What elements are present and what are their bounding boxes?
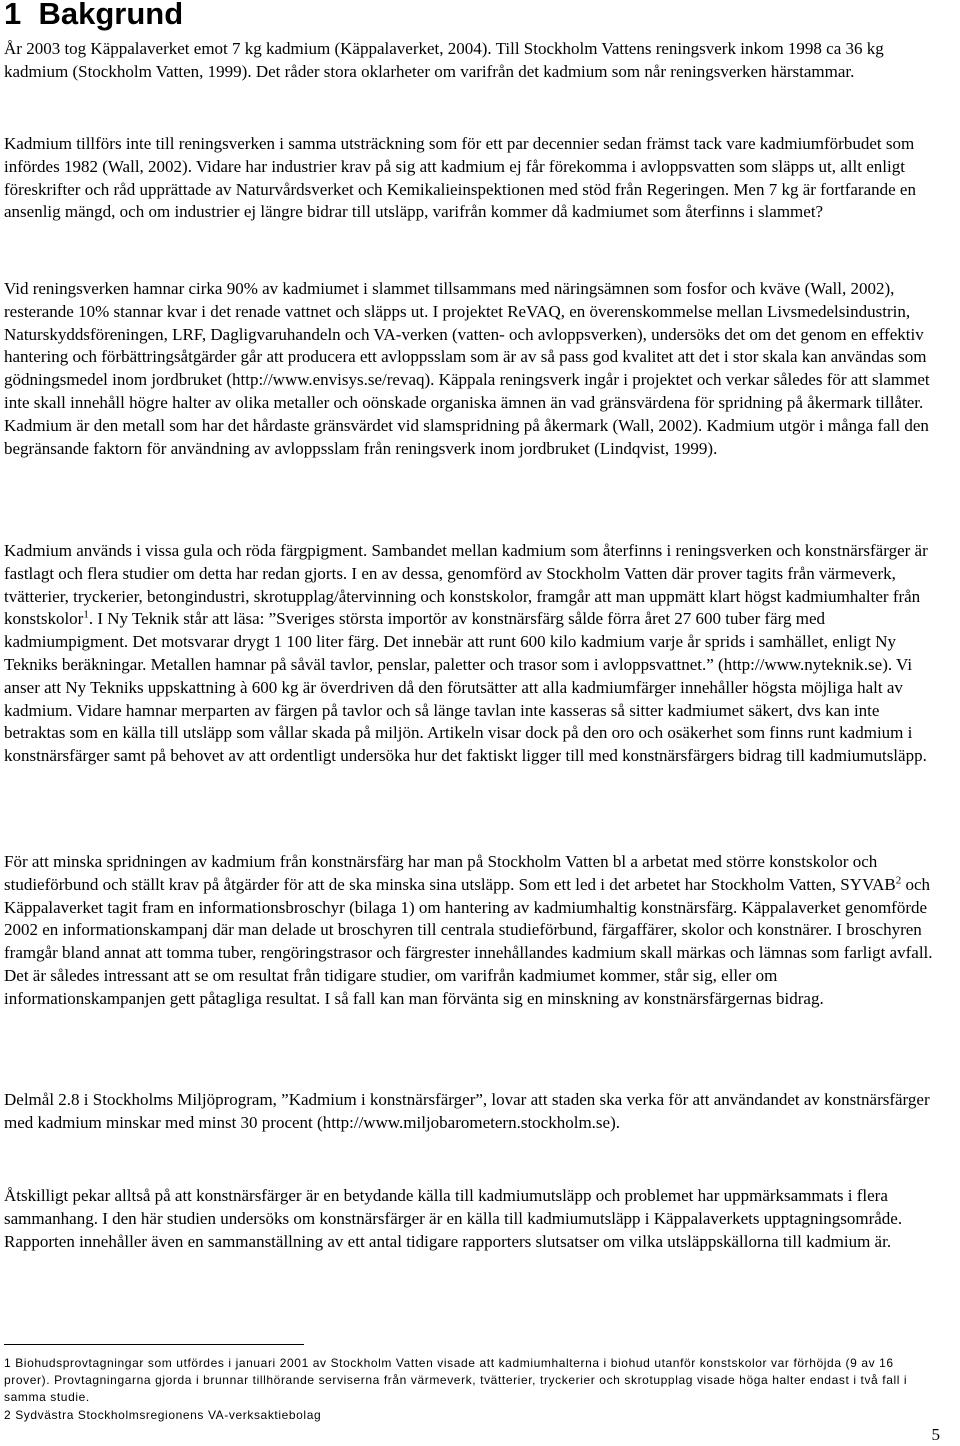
footnote-separator — [4, 1344, 304, 1345]
paragraph-measures-text-b: och Käppalaverket tagit fram en informationsbroschyr (bilaga 1) om hantering av kadmiumhaltig konstnärsfärg. Käppalaverket genomförde 2002 en informationskampanj där man delade ut broschyren till centrala studieförbund, färgaffärer, skolor och konstnärer. I broschyren framgår bland annat att tomma tuber, rengöringstrasor och färgrester innehållandes kadmium skall märkas och lämnas som farligt avfall. Det är således intressant att se om resultat från tidigare studier, om varifrån kadmiumet kommer, står sig, eller om informationskampanjen gett påtagliga resultat. I så fall kan man förvänta sig en minskning av konstnärsfärgernas bidrag. — [4, 874, 933, 1008]
section-heading — [4, 0, 183, 34]
paragraph-pigments-text-a: Kadmium används i vissa gula och röda färgpigment. Sambandet mellan kadmium som återfinns i reningsverken och konstnärsfärger är fastlagt och flera studier om detta har redan gjorts. I en av dessa, genomförd av Stockholm Vatten där prover tagits från värmeverk, tvätterier, tryckerier, betongindustri, skrotupplag/återvinning och konstskolor, framgår att man uppmätt klart högst kadmiumhalter från konstskolor — [4, 541, 928, 629]
footnote-2: 2 Sydvästra Stockholmsregionens VA-verksaktiebolag — [4, 1408, 322, 1422]
section-title: Bakgrund — [38, 0, 184, 31]
paragraph-measures — [4, 851, 940, 1011]
paragraph-sludge-revaq: Vid reningsverken hamnar cirka 90% av kadmiumet i slammet tillsammans med näringsämnen som fosfor och kväve (Wall, 2002), resterande 10% stannar kvar i det renade vattnet och släpps ut. I projektet ReVAQ, en överenskommelse mellan Livsmedelsindustrin, Naturskyddsföreningen, LRF, Dagligvaruhandeln och VA-verken (vatten- och avloppsverken), undersöks det om det genom en effektiv hantering och förbättringsåtgärder går att producera ett avloppsslam som är av så pass god kvalitet att det i stor skala kan användas som gödningsmedel inom jordbruket (http://www.envisys.se/revaq). Käppala reningsverk ingår i projektet och verkar således för att slammet inte skall innehåll högre halter av olika metaller och oönskade organiska ämnen än vad gränsvärdena för spridning på åkermark tillåter. Kadmium är den metall som har det hårdaste gränsvärdet vid slamspridning på åkermark (Wall, 2002). Kadmium utgör i många fall den begränsande faktorn för användning av avloppsslam från reningsverk inom jordbruket (Lindqvist, 1999). — [4, 279, 930, 458]
footnote-ref-1: 1 — [83, 608, 89, 621]
paragraph-environment-program: Delmål 2.8 i Stockholms Miljöprogram, ”Kadmium i konstnärsfärger”, lovar att staden ska verka för att användandet av konstnärsfärger med kadmium minskar med minst 30 procent (http://www.miljobarometern.stockholm.se). — [4, 1090, 930, 1132]
paragraph-study-aim: Åtskilligt pekar alltså på att konstnärsfärger är en betydande källa till kadmiumutsläpp och problemet har uppmärksammats i flera sammanhang. I den här studien undersöks om konstnärsfärger är en källa till kadmiumutsläpp i Käppalaverkets upptagningsområde. Rapporten innehåller även en sammanställning av ett antal tidigare rapporters slutsatser om vilka utsläppskällorna till kadmium är. — [4, 1186, 903, 1251]
paragraph-pigments — [4, 540, 940, 768]
paragraph-measures-text-a: För att minska spridningen av kadmium från konstnärsfärg har man på Stockholm Vatten bl a arbetat med större konstskolor och studieförbund och ställt krav på åtgärder för att de ska minska sina utsläpp. Som ett led i det arbetet har Stockholm Vatten, SYVAB — [4, 852, 896, 894]
footnote-1: 1 Biohudsprovtagningar som utfördes i januari 2001 av Stockholm Vatten visade att kadmiumhalterna i biohud utanför konstskolor var förhöjda (9 av 16 prover). Provtagningarna gjorda i brunnar tillhörande serviserna från värmeverk, tvätterier, tryckerier och skrotupplag visade höga halter endast i två fall i samma studie. — [4, 1356, 908, 1404]
section-number: 1 — [4, 0, 22, 31]
page-number: 5 — [931, 1425, 940, 1444]
paragraph-cadmium-supply: Kadmium tillförs inte till reningsverken i samma utsträckning som för ett par decennier sedan främst tack vare kadmiumförbudet som infördes 1982 (Wall, 2002). Vidare har industrier krav på sig att kadmium ej får förekomma i avloppsvatten som släpps ut, allt enligt föreskrifter och råd upprättade av Naturvårdsverket och Kemikalieinspektionen med stöd från Regeringen. Men 7 kg är fortfarande en ansenlig mängd, och om industrier ej längre bidrar till utsläpp, varifrån kommer då kadmiumet som återfinns i slammet? — [4, 134, 916, 222]
footnote-ref-2: 2 — [895, 874, 902, 887]
paragraph-intro: År 2003 tog Käppalaverket emot 7 kg kadmium (Käppalaverket, 2004). Till Stockholm Vattens reningsverk inkom 1998 ca 36 kg kadmium (Stockholm Vatten, 1999). Det råder stora oklarheter om varifrån det kadmium som når reningsverken härstammar. — [4, 39, 884, 81]
paragraph-pigments-text-b: . I Ny Teknik står att läsa: ”Sveriges största importör av konstnärsfärg sålde förra året 27 600 tuber färg med kadmiumpigment. Det motsvarar drygt 1 100 liter färg. Det innebär att runt 600 kilo kadmium varje år sprids i samhället, enligt Ny Tekniks beräkningar. Metallen hamnar på såväl tavlor, penslar, paletter och trasor som i avloppsvattnet.” (http://www.nyteknik.se). Vi anser att Ny Tekniks uppskattning à 600 kg är överdriven då den förutsätter att alla kadmiumfärger innehåller högsta möjliga halt av kadmium. Vidare hamnar merparten av färgen på tavlor och så länge tavlan inte kasseras så sitter kadmiumet säkert, dvs kan inte betraktas som en källa till utsläpp som vållar skada på miljön. Artikeln visar dock på den oro och osäkerhet som finns runt kadmium i konstnärsfärger samt på behovet av att ordentligt undersöka hur det faktiskt ligger till med konstnärsfärgers bidrag till kadmiumutsläpp. — [4, 609, 927, 766]
